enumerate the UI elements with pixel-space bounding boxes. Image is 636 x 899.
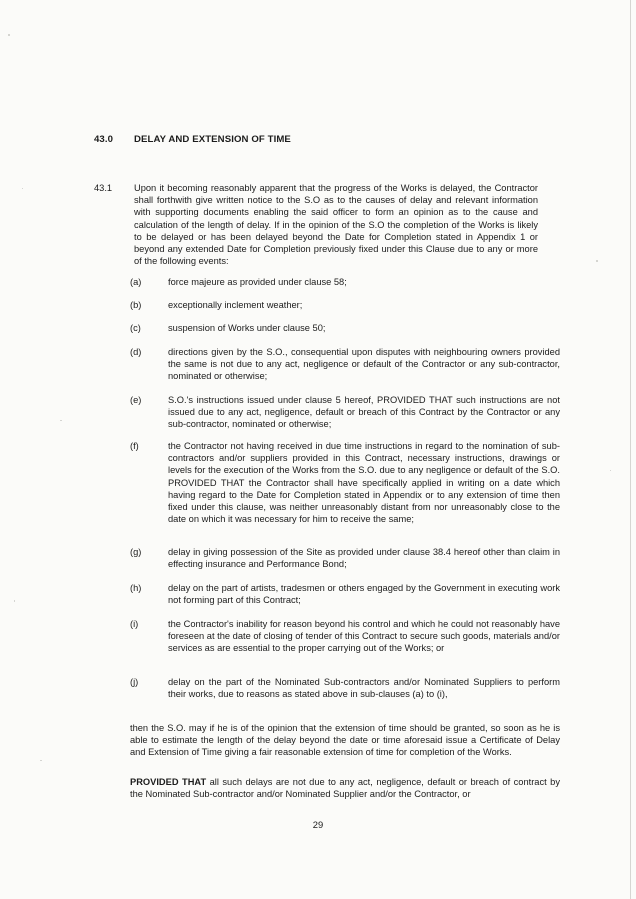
list-item [130, 618, 560, 655]
list-item-label: (h) [130, 583, 142, 593]
scan-speckle [22, 188, 23, 189]
proviso-text: all such delays are not due to any act, negligence, default or breach of contract by the Nominated Sub-contractor and/or Nominated Supplier and/or the Contractor, or [130, 777, 560, 800]
clause-number: 43.1 [94, 183, 113, 193]
list-item [130, 394, 560, 431]
list-item-label: (j) [130, 677, 139, 687]
clause-43-1 [94, 182, 538, 267]
proviso-paragraph [130, 776, 560, 800]
section-title: DELAY AND EXTENSION OF TIME [134, 134, 291, 145]
list-item-label: (a) [130, 277, 142, 287]
scan-speckle [8, 34, 10, 36]
scan-edge-line [630, 0, 631, 899]
list-item-text: delay on the part of artists, tradesmen or others engaged by the Government in executing work not forming part of this Contract; [168, 583, 560, 606]
list-item-text: S.O.'s instructions issued under clause 5 hereof, PROVIDED THAT such instructions are not issued due to any act, negligence, default or breach of this Contract by the Contractor or any sub-contractor, nominated or otherwise; [168, 395, 560, 430]
list-item-label: (g) [130, 547, 142, 557]
scan-speckle [40, 760, 42, 761]
list-item [130, 299, 560, 311]
clause-intro: Upon it becoming reasonably apparent that the progress of the Works is delayed, the Contractor shall forthwith give written notice to the S.O as to the causes of delay and relevant information with supporting documents enabling the said officer to form an opinion as to the cause and calculation of the length of delay. If in the opinion of the S.O the completion of the Works is likely to be delayed or has been delayed beyond the Date for Completion stated in Appendix 1 or beyond any extended Date for Completion previously fixed under this Clause due to any or more of the following events: [134, 183, 538, 267]
list-item-text: delay on the part of the Nominated Sub-contractors and/or Nominated Suppliers to perform their works, due to reasons as stated above in sub-clauses (a) to (i), [168, 677, 560, 700]
list-item [130, 582, 560, 606]
list-item-text: exceptionally inclement weather; [168, 300, 303, 310]
page-number: 29 [312, 819, 324, 830]
list-item-label: (c) [130, 323, 141, 333]
list-item-text: the Contractor's inability for reason beyond his control and which he could not reasonably have foreseen at the date of closing of tender of this Contract to secure such goods, materials and/or services as are essential to the proper carrying out of the Works; or [168, 619, 560, 654]
list-item [130, 440, 560, 525]
list-item-label: (b) [130, 300, 142, 310]
list-item [130, 546, 560, 570]
section-number: 43.0 [94, 134, 114, 145]
list-item-label: (e) [130, 395, 142, 405]
list-item [130, 322, 560, 334]
list-item-text: suspension of Works under clause 50; [168, 323, 326, 333]
scan-speckle [14, 600, 15, 602]
list-item [130, 276, 560, 288]
list-item-text: directions given by the S.O., consequential upon disputes with neighbouring owners provided the same is not due to any act, negligence or default of the Contractor or any sub-contractor, nominated or otherwise; [168, 347, 560, 382]
list-item-text: the Contractor not having received in due time instructions in regard to the nomination of sub-contractors and/or suppliers provided in this Contract, necessary instructions, drawings or levels for the execution of the Works from the S.O. due to any negligence or default of the S.O. PROVIDED THAT the Contractor shall have specifically applied in writing on a date which having regard to the Date for Completion stated in Appendix or to any extension of time then fixed under this clause, was neither unreasonably distant from nor unreasonably close to the date on which it was necessary for him to receive the same; [168, 441, 560, 525]
list-item-label: (f) [130, 441, 139, 451]
list-item-label: (d) [130, 347, 142, 357]
conclusion-paragraph: then the S.O. may if he is of the opinion that the extension of time should be granted, so soon as he is able to estimate the length of the delay beyond the date or time aforesaid issue a Certificate of Delay and Extension of Time giving a fair reasonable extension of time for completion of the Works. [130, 723, 560, 758]
proviso-lead: PROVIDED THAT [130, 777, 207, 787]
list-item-text: force majeure as provided under clause 58; [168, 277, 347, 287]
scan-speckle [60, 420, 62, 421]
scan-speckle [596, 260, 598, 262]
list-item [130, 346, 560, 383]
scan-speckle [610, 470, 611, 471]
list-item [130, 676, 560, 700]
section-heading [94, 134, 291, 145]
list-item-text: delay in giving possession of the Site as provided under clause 38.4 hereof other than claim in effecting insurance and Performance Bond; [168, 547, 560, 570]
list-item-label: (i) [130, 619, 139, 629]
